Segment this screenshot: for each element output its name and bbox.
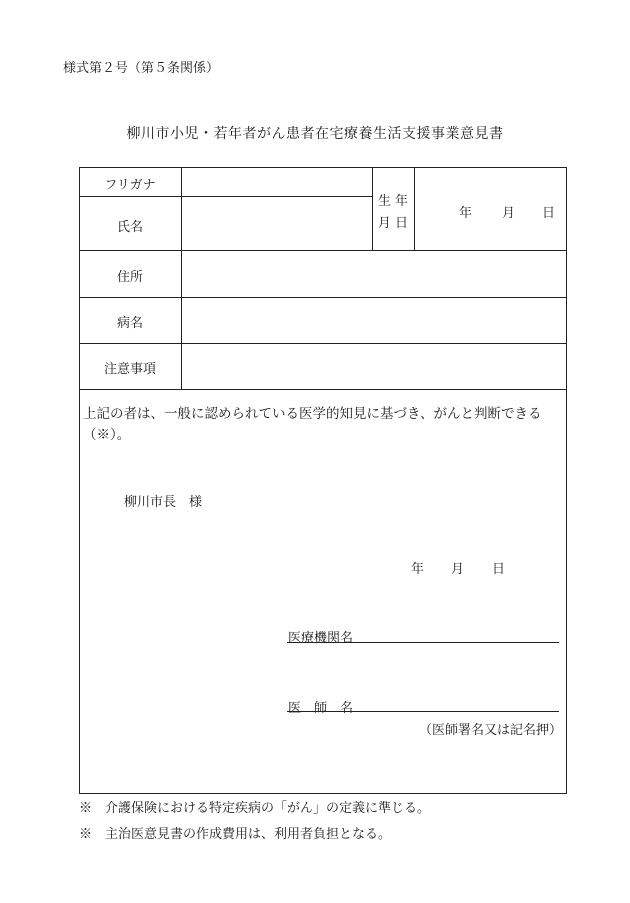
column-divider [414, 167, 415, 250]
birthdate-label-line1: 生 年 [377, 194, 409, 209]
furigana-label: フリガナ [104, 178, 156, 193]
document-title: 柳川市小児・若年者がん患者在宅療養生活支援事業意見書 [126, 126, 504, 142]
name-field[interactable] [183, 198, 370, 249]
form-number: 様式第２号（第５条関係） [63, 61, 220, 76]
doctor-label: 医 師 名 [288, 701, 354, 716]
row-divider [79, 250, 567, 251]
issue-date-year: 年 [411, 562, 425, 577]
birthdate-month: 月 [502, 206, 516, 221]
notes-label: 注意事項 [103, 362, 156, 377]
issue-date-month: 月 [451, 562, 465, 577]
row-divider [79, 196, 372, 197]
row-divider [79, 343, 567, 344]
footnote: ※ 主治医意見書の作成費用は、利用者負担となる。 [79, 827, 392, 842]
address-label: 住所 [116, 270, 143, 285]
birthdate-year: 年 [459, 206, 473, 221]
birthdate-label-line2: 月 日 [377, 216, 409, 231]
seal-note: （医師署名又は記名押） [419, 723, 563, 738]
name-label: 氏名 [116, 220, 143, 235]
column-divider [181, 167, 182, 389]
row-divider [79, 389, 567, 390]
disease-label: 病名 [116, 316, 143, 331]
institution-signature-line[interactable] [287, 642, 559, 643]
doctor-signature-line[interactable] [287, 711, 559, 712]
notes-field[interactable] [183, 345, 565, 388]
addressee: 柳川市長 様 [124, 495, 203, 510]
footnote: ※ 介護保険における特定疾病の「がん」の定義に準じる。 [79, 801, 431, 816]
disease-field[interactable] [183, 299, 565, 342]
statement-text: 上記の者は、一般に認められている医学的知見に基づき、がんと判断できる（※）。 [83, 406, 542, 443]
address-field[interactable] [183, 252, 565, 296]
row-divider [79, 297, 567, 298]
furigana-field[interactable] [183, 169, 370, 195]
birthdate-day: 日 [542, 206, 556, 221]
institution-label: 医療機関名 [288, 631, 354, 646]
issue-date-day: 日 [492, 562, 506, 577]
